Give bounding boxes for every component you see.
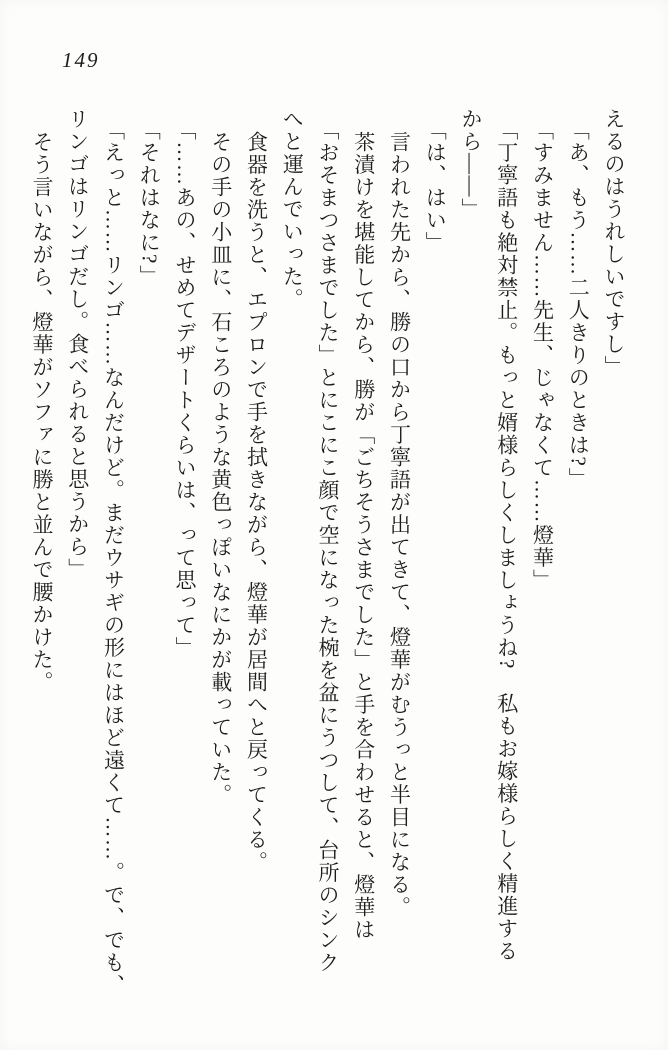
text-line-13: 「……あの、せめてデザートくらいは、って思って」 bbox=[173, 119, 197, 659]
page-number: 149 bbox=[62, 48, 100, 72]
text-line-4: 「丁寧語も絶対禁止。もっと婿様らしくしましょうね? 私もお嫁様らしく精進する bbox=[494, 119, 519, 963]
text-line-17: そう言いながら、燈華がソファに勝と並んで腰かけた。 bbox=[30, 130, 54, 693]
text-line-15: 「えっと……リンゴ……なんだけど。まだウサギの形にはほど遠くて……。で、でも、 bbox=[101, 119, 126, 997]
text-line-7: 言われた先から、勝の口から丁寧語が出てきて、燈華がむうっと半目になる。 bbox=[387, 130, 412, 918]
text-line-14: 「それはなに?」 bbox=[137, 119, 162, 288]
text-line-12: その手の小皿に、石ころのような黄色っぽいなにかが載っていた。 bbox=[208, 130, 233, 806]
text-line-8: 茶漬けを堪能してから、勝が「ごちそうさまでした」と手を合わせると、燈華は bbox=[351, 130, 376, 941]
text-line-1: えるのはうれしいですし」 bbox=[602, 108, 626, 378]
text-line-10: へと運んでいった。 bbox=[280, 108, 305, 311]
text-line-5: から――」 bbox=[459, 108, 483, 221]
text-line-2: 「あ、もう……二人きりのときは?」 bbox=[566, 119, 591, 490]
text-line-6: 「は、はい」 bbox=[423, 119, 448, 254]
text-line-9: 「おそまつさまでした」とにこにこ顔で空になった椀を盆にうつして、台所のシンク bbox=[316, 119, 340, 974]
text-line-11: 食器を洗うと、エプロンで手を拭きながら、燈華が居間へと戻ってくる。 bbox=[244, 130, 269, 873]
page-text-block bbox=[23, 108, 631, 1023]
text-line-16: リンゴはリンゴだし。食べられると思うから」 bbox=[65, 108, 90, 581]
text-line-3: 「すみません……先生、じゃなくて……燈華」 bbox=[530, 119, 555, 592]
